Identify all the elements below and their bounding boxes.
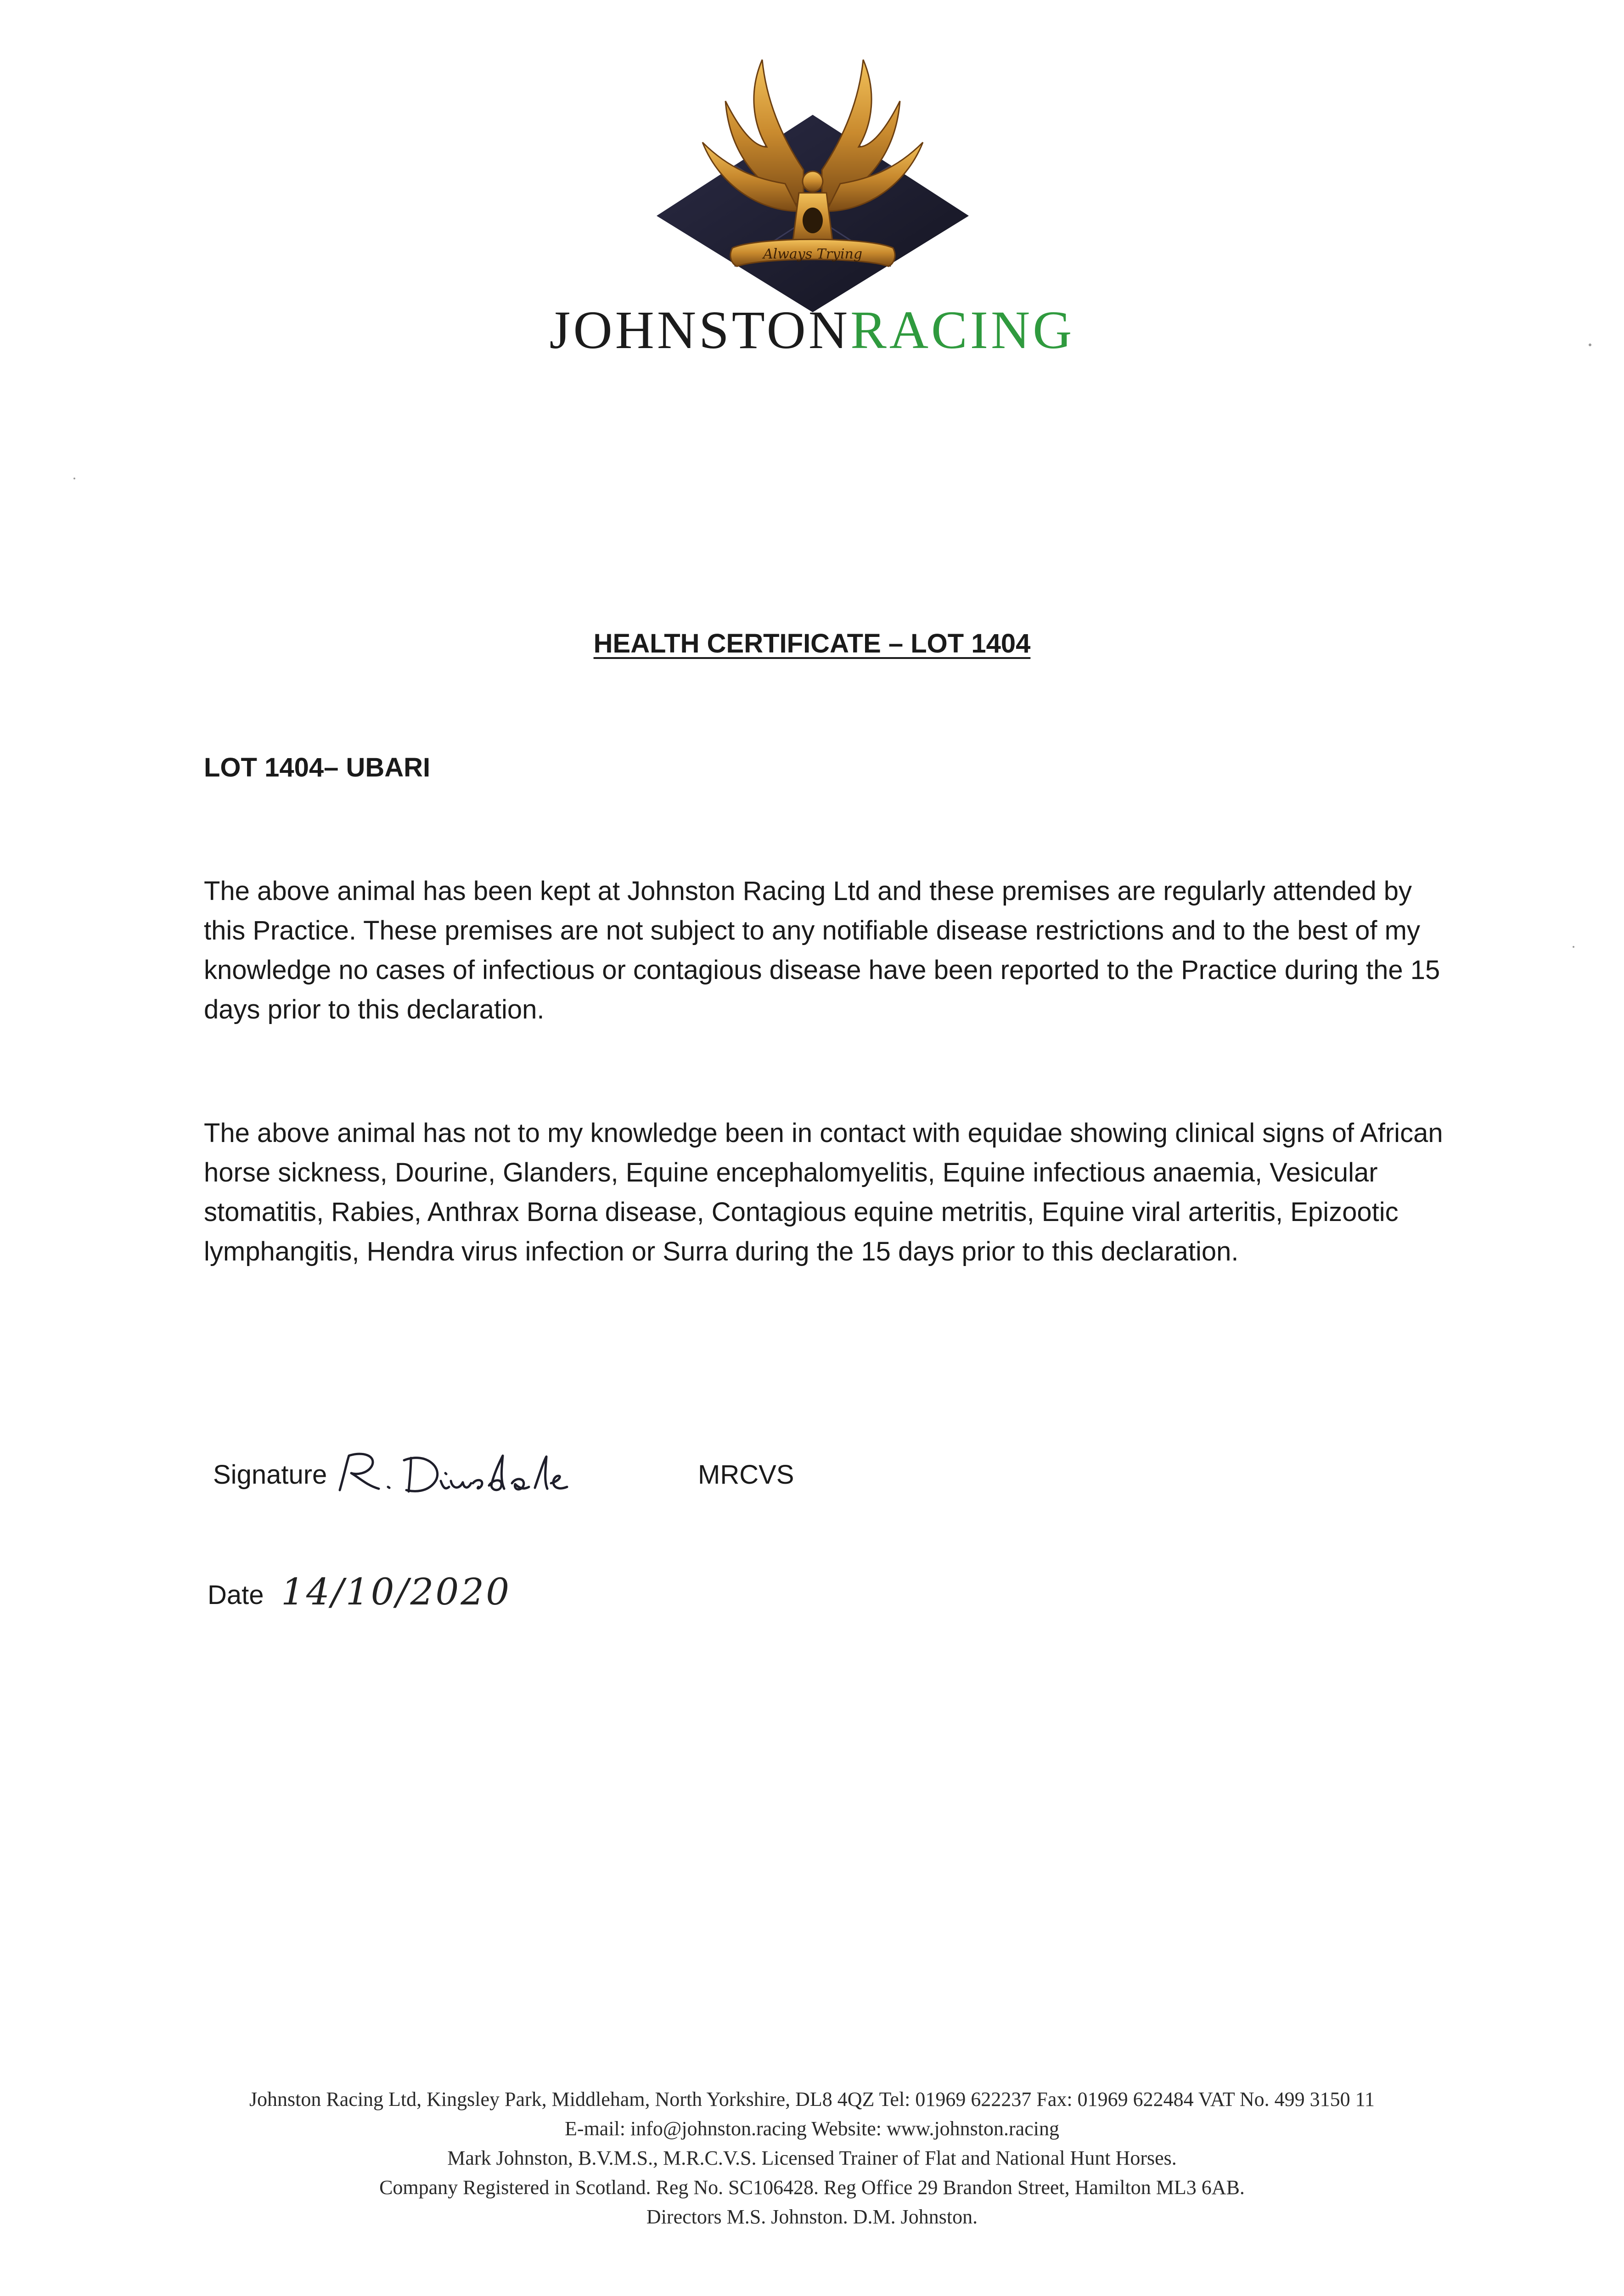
company-footer	[0, 2085, 1624, 2232]
footer-contact-line: E-mail: info@johnston.racing Website: www.johnston.racing	[565, 2117, 1059, 2140]
signatory-qualification: MRCVS	[698, 1460, 794, 1490]
logo-motto: Always Trying	[763, 246, 863, 262]
declaration-paragraph-premises: The above animal has been kept at Johnston Racing Ltd and these premises are regularly attended by this Practice. These premises are not subject to any notifiable disease restrictions and to the best of my knowledge no cases of infectious or contagious disease have been reported to the Practice during the 15 days prior to this declaration.	[204, 876, 1440, 1024]
johnston-racing-logo-icon	[652, 55, 973, 312]
handwritten-signature	[331, 1437, 624, 1502]
footer-trainer-line: Mark Johnston, B.V.M.S., M.R.C.V.S. Licensed Trainer of Flat and National Hunt Horses.	[447, 2147, 1177, 2169]
scan-speck	[1573, 946, 1574, 948]
scan-speck	[1589, 343, 1591, 346]
signature-label: Signature	[213, 1460, 327, 1490]
date-label: Date	[208, 1580, 264, 1610]
wordmark-johnston: JOHNSTON	[549, 300, 851, 360]
wordmark-racing: RACING	[850, 300, 1075, 360]
footer-registration-line: Company Registered in Scotland. Reg No. SC106428. Reg Office 29 Brandon Street, Hamilton ML3 6AB.	[379, 2176, 1245, 2199]
page-title: HEALTH CERTIFICATE – LOT 1404	[593, 629, 1031, 658]
lot-heading: LOT 1404– UBARI	[204, 753, 431, 782]
date-value: 14/10/2020	[281, 1570, 511, 1613]
company-wordmark	[0, 300, 1624, 360]
footer-directors-line: Directors M.S. Johnston. D.M. Johnston.	[646, 2206, 978, 2228]
declaration-paragraph-contact: The above animal has not to my knowledge been in contact with equidae showing clinical signs of African horse sickness, Dourine, Glanders, Equine encephalomyelitis, Equine infectious anaemia, Vesicular stomatitis, Rabies, Anthrax Borna disease, Contagious equine metritis, Equine viral arteritis, Epizootic lymphangitis, Hendra virus infection or Surra during the 15 days prior to this declaration.	[204, 1118, 1443, 1266]
scan-speck	[73, 478, 75, 479]
footer-address-line: Johnston Racing Ltd, Kingsley Park, Middleham, North Yorkshire, DL8 4QZ Tel: 01969 622237 Fax: 01969 622484 VAT No. 499 3150 11	[249, 2088, 1375, 2110]
